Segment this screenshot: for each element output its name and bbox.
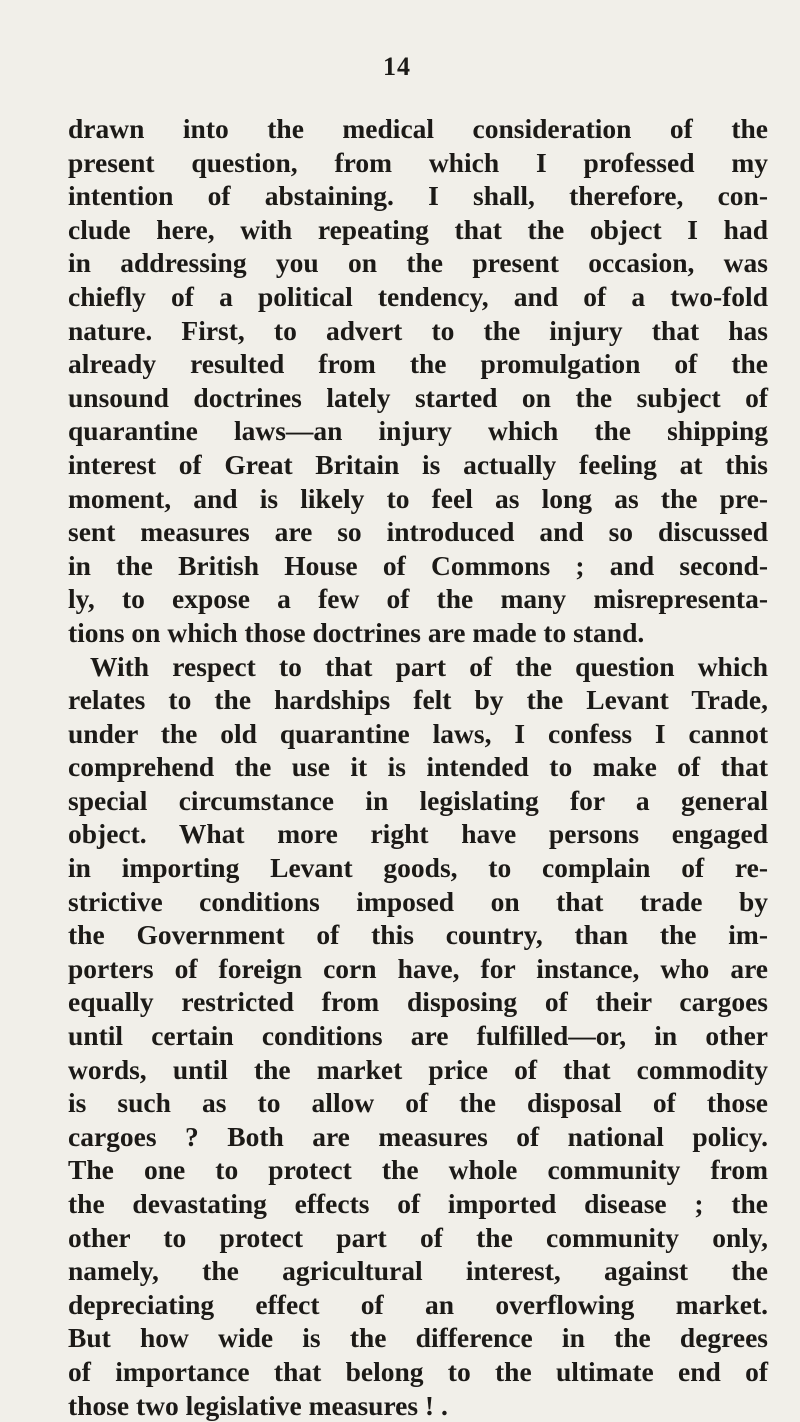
body-text: [68, 112, 768, 1422]
text-line: relates to the hardships felt by the Levant Trade,: [68, 684, 768, 716]
text-line: in the British House of Commons ; and second-: [68, 549, 768, 581]
text-line: unsound doctrines lately started on the subject of: [68, 381, 768, 413]
text-line: sent measures are so introduced and so discussed: [68, 516, 768, 548]
text-line: But how wide is the difference in the degrees: [68, 1322, 768, 1354]
text-line: tions on which those doctrines are made to stand.: [68, 616, 645, 648]
text-line: strictive conditions imposed on that trade by: [68, 885, 768, 917]
text-line: in importing Levant goods, to complain of re-: [68, 852, 768, 884]
text-line: interest of Great Britain is actually feeling at this: [68, 448, 768, 480]
text-line: present question, from which I professed my: [68, 146, 768, 178]
text-line: under the old quarantine laws, I confess I cannot: [68, 717, 768, 749]
text-line: already resulted from the promulgation of the: [68, 348, 768, 380]
text-line: those two legislative measures ! .: [68, 1389, 448, 1421]
text-line: drawn into the medical consideration of the: [68, 113, 768, 144]
text-line: words, until the market price of that commodity: [68, 1053, 768, 1085]
text-line: porters of foreign corn have, for instance, who are: [68, 952, 768, 984]
text-line: namely, the agricultural interest, against the: [68, 1255, 768, 1287]
text-line: the devastating effects of imported disease ; the: [68, 1188, 768, 1219]
text-line: moment, and is likely to feel as long as the pre-: [68, 482, 768, 514]
text-line: quarantine laws—an injury which the shipping: [68, 415, 768, 447]
text-line: clude here, with repeating that the object I had: [68, 213, 768, 245]
text-line: until certain conditions are fulfilled—or, in other: [68, 1020, 768, 1052]
paragraph-start-line: With respect to that part of the question which: [90, 650, 768, 682]
text-line: of importance that belong to the ultimate end of: [68, 1355, 768, 1387]
text-line: The one to protect the whole community from: [68, 1154, 768, 1186]
text-line: object. What more right have persons engaged: [68, 818, 768, 850]
text-line: equally restricted from disposing of their cargoes: [68, 986, 768, 1018]
text-line: ly, to expose a few of the many misrepresenta-: [68, 583, 768, 615]
text-line: depreciating effect of an overflowing market.: [68, 1288, 768, 1320]
text-line: the Government of this country, than the im-: [68, 919, 768, 951]
text-line: nature. First, to advert to the injury that has: [68, 314, 768, 346]
text-line: chiefly of a political tendency, and of a two-fold: [68, 280, 768, 312]
text-line: other to protect part of the community only,: [68, 1221, 768, 1253]
text-line: cargoes ? Both are measures of national policy.: [68, 1120, 768, 1152]
text-line: special circumstance in legislating for a general: [68, 784, 768, 816]
text-line: comprehend the use it is intended to make of that: [68, 751, 768, 783]
text-line: intention of abstaining. I shall, therefore, con-: [68, 180, 768, 212]
page-number: 14: [383, 52, 411, 81]
text-line: is such as to allow of the disposal of those: [68, 1087, 768, 1119]
text-line: in addressing you on the present occasion, was: [68, 247, 768, 279]
